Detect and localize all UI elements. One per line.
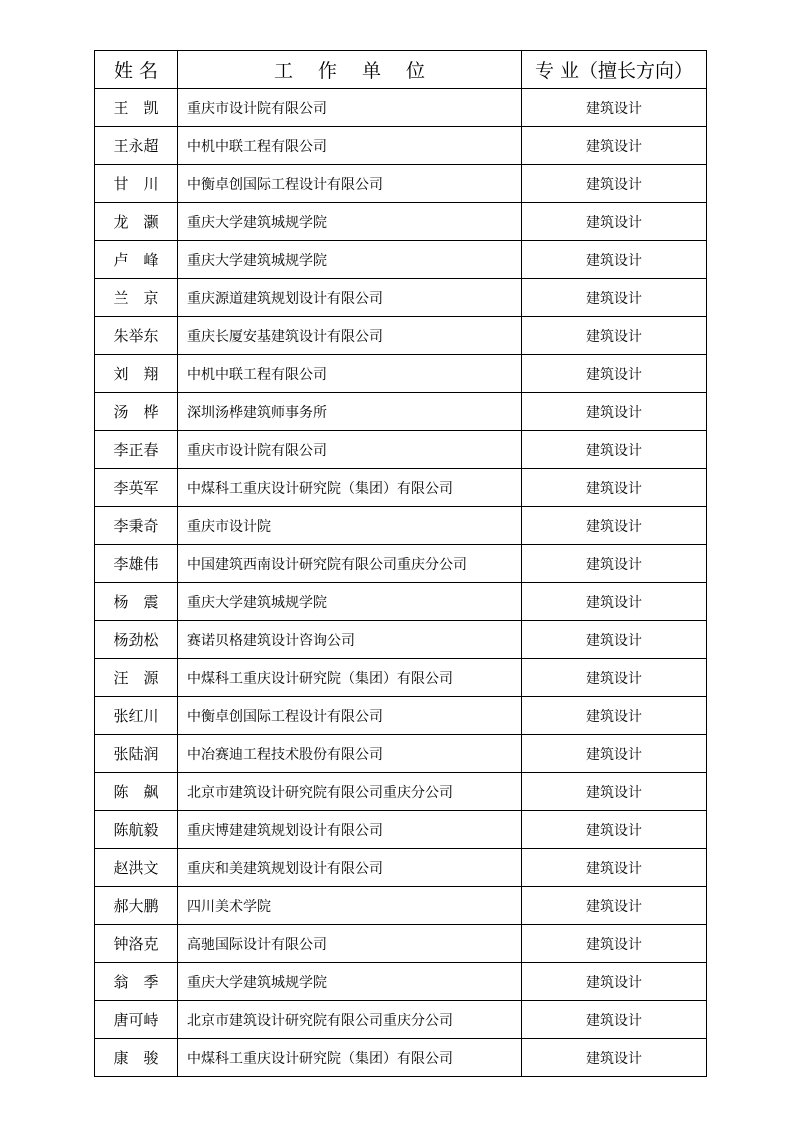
table-row: [95, 203, 707, 241]
cell-organization: 中机中联工程有限公司: [178, 355, 522, 393]
cell-name: 李正春: [95, 431, 178, 469]
table-row: [95, 659, 707, 697]
table-row: [95, 469, 707, 507]
table-row: [95, 127, 707, 165]
cell-name: 赵洪文: [95, 849, 178, 887]
cell-organization: 中机中联工程有限公司: [178, 127, 522, 165]
cell-specialty: 建筑设计: [522, 545, 707, 583]
cell-organization: 赛诺贝格建筑设计咨询公司: [178, 621, 522, 659]
cell-name: 唐可峙: [95, 1001, 178, 1039]
cell-name: 李秉奇: [95, 507, 178, 545]
cell-specialty: 建筑设计: [522, 317, 707, 355]
cell-organization: 重庆大学建筑城规学院: [178, 203, 522, 241]
table-row: [95, 697, 707, 735]
cell-organization: 中煤科工重庆设计研究院（集团）有限公司: [178, 469, 522, 507]
table-row: [95, 545, 707, 583]
cell-specialty: 建筑设计: [522, 355, 707, 393]
cell-specialty: 建筑设计: [522, 165, 707, 203]
table-row: [95, 241, 707, 279]
cell-name: 翁 季: [95, 963, 178, 1001]
cell-name: 钟洛克: [95, 925, 178, 963]
cell-organization: 重庆和美建筑规划设计有限公司: [178, 849, 522, 887]
cell-name: 陈航毅: [95, 811, 178, 849]
cell-organization: 重庆博建建筑规划设计有限公司: [178, 811, 522, 849]
cell-specialty: 建筑设计: [522, 583, 707, 621]
cell-organization: 四川美术学院: [178, 887, 522, 925]
cell-specialty: 建筑设计: [522, 811, 707, 849]
cell-organization: 重庆大学建筑城规学院: [178, 963, 522, 1001]
cell-specialty: 建筑设计: [522, 659, 707, 697]
cell-name: 杨 震: [95, 583, 178, 621]
table-row: [95, 773, 707, 811]
cell-specialty: 建筑设计: [522, 1039, 707, 1077]
table-header: [95, 51, 707, 89]
table-row: [95, 165, 707, 203]
cell-specialty: 建筑设计: [522, 431, 707, 469]
cell-name: 卢 峰: [95, 241, 178, 279]
cell-specialty: 建筑设计: [522, 963, 707, 1001]
table-row: [95, 849, 707, 887]
cell-specialty: 建筑设计: [522, 773, 707, 811]
cell-specialty: 建筑设计: [522, 697, 707, 735]
cell-organization: 中国建筑西南设计研究院有限公司重庆分公司: [178, 545, 522, 583]
cell-organization: 重庆市设计院有限公司: [178, 431, 522, 469]
cell-organization: 重庆大学建筑城规学院: [178, 241, 522, 279]
table-row: [95, 621, 707, 659]
cell-specialty: 建筑设计: [522, 127, 707, 165]
cell-organization: 重庆长厦安基建筑设计有限公司: [178, 317, 522, 355]
cell-specialty: 建筑设计: [522, 1001, 707, 1039]
cell-name: 王 凯: [95, 89, 178, 127]
cell-organization: 中冶赛迪工程技术股份有限公司: [178, 735, 522, 773]
table-row: [95, 393, 707, 431]
cell-specialty: 建筑设计: [522, 393, 707, 431]
cell-name: 兰 京: [95, 279, 178, 317]
table-row: [95, 1001, 707, 1039]
header-specialty: 专 业（擅长方向）: [522, 51, 707, 89]
cell-organization: 深圳汤桦建筑师事务所: [178, 393, 522, 431]
cell-organization: 北京市建筑设计研究院有限公司重庆分公司: [178, 1001, 522, 1039]
table-row: [95, 583, 707, 621]
cell-name: 王永超: [95, 127, 178, 165]
cell-specialty: 建筑设计: [522, 469, 707, 507]
table-row: [95, 963, 707, 1001]
cell-name: 杨劲松: [95, 621, 178, 659]
cell-specialty: 建筑设计: [522, 849, 707, 887]
cell-specialty: 建筑设计: [522, 507, 707, 545]
cell-name: 张红川: [95, 697, 178, 735]
cell-name: 汪 源: [95, 659, 178, 697]
cell-name: 刘 翔: [95, 355, 178, 393]
table-row: [95, 355, 707, 393]
cell-name: 龙 灏: [95, 203, 178, 241]
cell-name: 李雄伟: [95, 545, 178, 583]
cell-name: 张陆润: [95, 735, 178, 773]
cell-organization: 重庆大学建筑城规学院: [178, 583, 522, 621]
header-row: [95, 51, 707, 89]
cell-organization: 重庆市设计院有限公司: [178, 89, 522, 127]
header-name: 姓 名: [95, 51, 178, 89]
table-row: [95, 507, 707, 545]
cell-specialty: 建筑设计: [522, 925, 707, 963]
cell-name: 甘 川: [95, 165, 178, 203]
cell-organization: 中煤科工重庆设计研究院（集团）有限公司: [178, 1039, 522, 1077]
cell-specialty: 建筑设计: [522, 279, 707, 317]
cell-organization: 中衡卓创国际工程设计有限公司: [178, 697, 522, 735]
cell-specialty: 建筑设计: [522, 887, 707, 925]
table-row: [95, 887, 707, 925]
cell-organization: 重庆源道建筑规划设计有限公司: [178, 279, 522, 317]
header-organization: 工 作 单 位: [178, 51, 522, 89]
cell-specialty: 建筑设计: [522, 203, 707, 241]
table-row: [95, 317, 707, 355]
cell-organization: 中衡卓创国际工程设计有限公司: [178, 165, 522, 203]
table-row: [95, 1039, 707, 1077]
cell-organization: 北京市建筑设计研究院有限公司重庆分公司: [178, 773, 522, 811]
cell-name: 李英军: [95, 469, 178, 507]
cell-specialty: 建筑设计: [522, 89, 707, 127]
cell-name: 陈 飙: [95, 773, 178, 811]
table-row: [95, 735, 707, 773]
table-row: [95, 925, 707, 963]
table-row: [95, 811, 707, 849]
cell-name: 汤 桦: [95, 393, 178, 431]
expert-roster-table: [94, 50, 707, 1077]
cell-organization: 重庆市设计院: [178, 507, 522, 545]
cell-specialty: 建筑设计: [522, 735, 707, 773]
cell-name: 郝大鹏: [95, 887, 178, 925]
cell-name: 朱举东: [95, 317, 178, 355]
table-row: [95, 279, 707, 317]
table-row: [95, 89, 707, 127]
table-body: [95, 89, 707, 1077]
cell-name: 康 骏: [95, 1039, 178, 1077]
cell-organization: 中煤科工重庆设计研究院（集团）有限公司: [178, 659, 522, 697]
cell-organization: 高驰国际设计有限公司: [178, 925, 522, 963]
cell-specialty: 建筑设计: [522, 241, 707, 279]
table-row: [95, 431, 707, 469]
cell-specialty: 建筑设计: [522, 621, 707, 659]
